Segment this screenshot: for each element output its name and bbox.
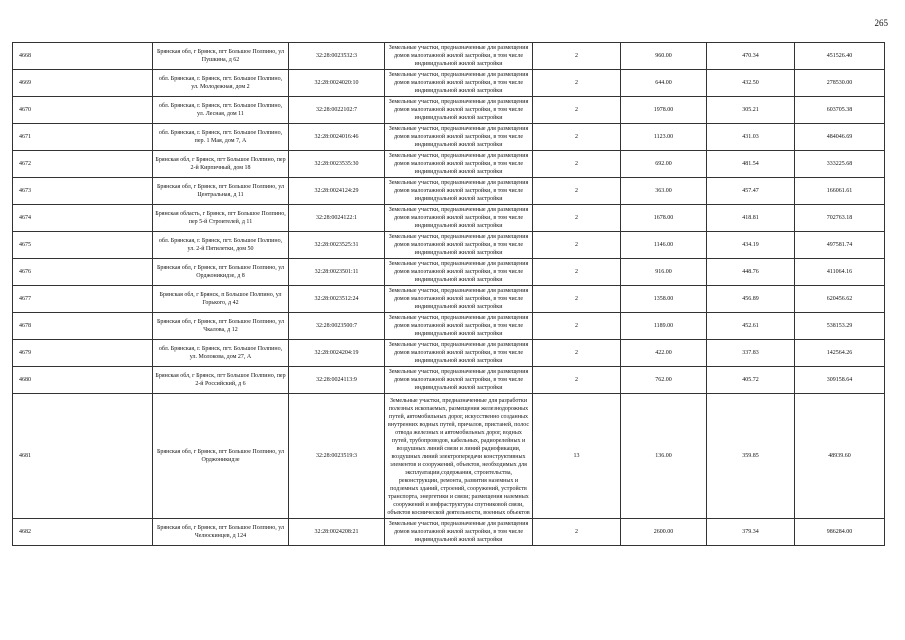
- cadastral-value-cell: 333225.68: [795, 151, 885, 178]
- land-use-cell: Земельные участки, предназначенные для размещения домов малоэтажной жилой застройки, в том числе индивидуальной жилой застройки: [385, 178, 533, 205]
- cadastral-value-cell: 48939.60: [795, 394, 885, 519]
- specific-value-cell: 456.89: [707, 286, 795, 313]
- specific-value-cell: 305.21: [707, 97, 795, 124]
- area-cell: 422.00: [621, 340, 707, 367]
- row-number: 4671: [13, 124, 153, 151]
- row-number: 4681: [13, 394, 153, 519]
- group-number-cell: 2: [533, 313, 621, 340]
- cadastral-number-cell: 32:28:0024020:10: [289, 70, 385, 97]
- land-use-cell: Земельные участки, предназначенные для размещения домов малоэтажной жилой застройки, в том числе индивидуальной жилой застройки: [385, 97, 533, 124]
- address-cell: Брянская обл, г Брянск, пгт Большое Полпино, ул Челюскинцев, д 124: [153, 519, 289, 546]
- row-number: 4677: [13, 286, 153, 313]
- cadastral-value-cell: 620456.62: [795, 286, 885, 313]
- group-number-cell: 2: [533, 519, 621, 546]
- cadastral-number-cell: 32:28:0024016:46: [289, 124, 385, 151]
- cadastral-number-cell: 32:28:0023532:3: [289, 43, 385, 70]
- cadastral-value-cell: 702763.18: [795, 205, 885, 232]
- cadastral-number-cell: 32:28:0024204:19: [289, 340, 385, 367]
- cadastral-number-cell: 32:28:0023525:31: [289, 232, 385, 259]
- address-cell: Брянская обл, г Брянск, п Большое Полпино, ул Горького, д 42: [153, 286, 289, 313]
- table-row: [13, 313, 885, 340]
- cadastral-number-cell: 32:28:0023500:7: [289, 313, 385, 340]
- cadastral-number-cell: 32:28:0023512:24: [289, 286, 385, 313]
- area-cell: 2600.00: [621, 519, 707, 546]
- group-number-cell: 2: [533, 97, 621, 124]
- land-use-cell: Земельные участки, предназначенные для размещения домов малоэтажной жилой застройки, в том числе индивидуальной жилой застройки: [385, 367, 533, 394]
- cadastral-value-cell: 411064.16: [795, 259, 885, 286]
- group-number-cell: 2: [533, 367, 621, 394]
- row-number: 4678: [13, 313, 153, 340]
- area-cell: 1123.00: [621, 124, 707, 151]
- cadastral-number-cell: 32:28:0023519:3: [289, 394, 385, 519]
- table-row: [13, 43, 885, 70]
- table-body: [13, 43, 885, 546]
- row-number: 4668: [13, 43, 153, 70]
- address-cell: Брянская обл, г Брянск, пгт Большое Полпино, пер 2-й Российский, д 6: [153, 367, 289, 394]
- row-number: 4669: [13, 70, 153, 97]
- specific-value-cell: 431.03: [707, 124, 795, 151]
- row-number: 4680: [13, 367, 153, 394]
- cadastral-number-cell: 32:28:0024124:29: [289, 178, 385, 205]
- address-cell: обл. Брянская, г. Брянск, пгт. Большое Полпино, ул. Лесная, дом 11: [153, 97, 289, 124]
- specific-value-cell: 448.76: [707, 259, 795, 286]
- page-number: 265: [874, 18, 888, 28]
- group-number-cell: 13: [533, 394, 621, 519]
- table-row: [13, 394, 885, 519]
- cadastral-number-cell: 32:28:0024113:9: [289, 367, 385, 394]
- row-number: 4679: [13, 340, 153, 367]
- land-use-cell: Земельные участки, предназначенные для размещения домов малоэтажной жилой застройки, в том числе индивидуальной жилой застройки: [385, 340, 533, 367]
- group-number-cell: 2: [533, 124, 621, 151]
- land-use-cell: Земельные участки, предназначенные для размещения домов малоэтажной жилой застройки, в том числе индивидуальной жилой застройки: [385, 286, 533, 313]
- address-cell: Брянская обл, г Брянск, пгт Большое Полпино, ул Пушкина, д 62: [153, 43, 289, 70]
- address-cell: Брянская обл, г Брянск, пгт Большое Полпино, ул Орджоникидзе: [153, 394, 289, 519]
- land-use-cell: Земельные участки, предназначенные для размещения домов малоэтажной жилой застройки, в том числе индивидуальной жилой застройки: [385, 313, 533, 340]
- area-cell: 762.00: [621, 367, 707, 394]
- cadastral-value-cell: 309158.64: [795, 367, 885, 394]
- table-row: [13, 178, 885, 205]
- cadastral-value-cell: 278530.00: [795, 70, 885, 97]
- land-use-cell: Земельные участки, предназначенные для размещения домов малоэтажной жилой застройки, в том числе индивидуальной жилой застройки: [385, 151, 533, 178]
- row-number: 4682: [13, 519, 153, 546]
- specific-value-cell: 359.85: [707, 394, 795, 519]
- address-cell: обл. Брянская, г. Брянск, пгт. Большое Полпино, пер. 1 Мая, дом 7, А: [153, 124, 289, 151]
- cadastral-number-cell: 32:28:0024122:1: [289, 205, 385, 232]
- group-number-cell: 2: [533, 259, 621, 286]
- specific-value-cell: 452.61: [707, 313, 795, 340]
- address-cell: Брянская обл, г Брянск, пгт Большое Полпино, ул Центральная, д 11: [153, 178, 289, 205]
- cadastral-value-cell: 484046.69: [795, 124, 885, 151]
- address-cell: обл. Брянская, г. Брянск, пгт. Большое Полпино, ул. 2-й Пятилетки, дом 50: [153, 232, 289, 259]
- row-number: 4675: [13, 232, 153, 259]
- row-number: 4672: [13, 151, 153, 178]
- area-cell: 916.00: [621, 259, 707, 286]
- area-cell: 1358.00: [621, 286, 707, 313]
- specific-value-cell: 470.34: [707, 43, 795, 70]
- address-cell: обл. Брянская, г. Брянск, пгт. Большое Полпино, ул. Молодежная, дом 2: [153, 70, 289, 97]
- cadastral-number-cell: 32:28:0023535:30: [289, 151, 385, 178]
- cadastral-number-cell: 32:28:0023501:11: [289, 259, 385, 286]
- area-cell: 1978.00: [621, 97, 707, 124]
- row-number: 4674: [13, 205, 153, 232]
- area-cell: 363.00: [621, 178, 707, 205]
- cadastral-number-cell: 32:28:0022102:7: [289, 97, 385, 124]
- area-cell: 1189.00: [621, 313, 707, 340]
- table-row: [13, 286, 885, 313]
- land-use-cell: Земельные участки, предназначенные для размещения домов малоэтажной жилой застройки, в том числе индивидуальной жилой застройки: [385, 70, 533, 97]
- cadastral-value-cell: 142564.26: [795, 340, 885, 367]
- table-row: [13, 519, 885, 546]
- cadastral-value-table: [12, 42, 885, 546]
- land-use-cell: Земельные участки, предназначенные для размещения домов малоэтажной жилой застройки, в том числе индивидуальной жилой застройки: [385, 205, 533, 232]
- area-cell: 644.00: [621, 70, 707, 97]
- address-cell: Брянская обл, г Брянск, пгт Большое Полпино, ул Чкалова, д 12: [153, 313, 289, 340]
- group-number-cell: 2: [533, 43, 621, 70]
- specific-value-cell: 379.34: [707, 519, 795, 546]
- group-number-cell: 2: [533, 232, 621, 259]
- group-number-cell: 2: [533, 151, 621, 178]
- specific-value-cell: 337.83: [707, 340, 795, 367]
- specific-value-cell: 405.72: [707, 367, 795, 394]
- cadastral-value-cell: 451526.40: [795, 43, 885, 70]
- land-use-cell: Земельные участки, предназначенные для разработки полезных ископаемых, размещения железнодорожных путей, автомобильных дорог, искусственно созданных внутренних водных путей, причалов, пристаней, полос отвода железных и автомобильных дорог, водных путей, трубопроводов, кабельных, радиорелейных и воздушных линий связи и линий радиофикации, воздушных линий электропередачи конструктивных элементов и сооружений, объектов, необходимых для эксплуатации,содержания, строительства, реконструкции, ремонта, развития наземных и подземных зданий, строений, сооружений, устройств транспорта, энергетики и связи; размещения наземных сооружений и инфраструктуры спутниковой связи, объектов космической деятельности, военных объектов: [385, 394, 533, 519]
- specific-value-cell: 457.47: [707, 178, 795, 205]
- address-cell: Брянская обл, г Брянск, пгт Большое Полпино, пер 2-й Кирпичный, дом 18: [153, 151, 289, 178]
- cadastral-value-cell: 538153.29: [795, 313, 885, 340]
- area-cell: 136.00: [621, 394, 707, 519]
- group-number-cell: 2: [533, 205, 621, 232]
- cadastral-number-cell: 32:28:0024208:21: [289, 519, 385, 546]
- group-number-cell: 2: [533, 70, 621, 97]
- address-cell: Брянская обл, г Брянск, пгт Большое Полпино, ул Орджоникидзе, д 8: [153, 259, 289, 286]
- area-cell: 1146.00: [621, 232, 707, 259]
- address-cell: обл. Брянская, г. Брянск, пгт. Большое Полпино, ул. Молокова, дом 27, А: [153, 340, 289, 367]
- table-row: [13, 340, 885, 367]
- cadastral-value-cell: 986284.00: [795, 519, 885, 546]
- land-use-cell: Земельные участки, предназначенные для размещения домов малоэтажной жилой застройки, в том числе индивидуальной жилой застройки: [385, 232, 533, 259]
- table-row: [13, 205, 885, 232]
- table-row: [13, 151, 885, 178]
- table-row: [13, 367, 885, 394]
- table-row: [13, 124, 885, 151]
- group-number-cell: 2: [533, 340, 621, 367]
- group-number-cell: 2: [533, 286, 621, 313]
- table-row: [13, 70, 885, 97]
- row-number: 4676: [13, 259, 153, 286]
- land-use-cell: Земельные участки, предназначенные для размещения домов малоэтажной жилой застройки, в том числе индивидуальной жилой застройки: [385, 124, 533, 151]
- cadastral-value-cell: 603705.38: [795, 97, 885, 124]
- table-row: [13, 259, 885, 286]
- area-cell: 1678.00: [621, 205, 707, 232]
- specific-value-cell: 432.50: [707, 70, 795, 97]
- cadastral-value-cell: 497581.74: [795, 232, 885, 259]
- area-cell: 692.00: [621, 151, 707, 178]
- specific-value-cell: 434.19: [707, 232, 795, 259]
- land-use-cell: Земельные участки, предназначенные для размещения домов малоэтажной жилой застройки, в том числе индивидуальной жилой застройки: [385, 259, 533, 286]
- land-use-cell: Земельные участки, предназначенные для размещения домов малоэтажной жилой застройки, в том числе индивидуальной жилой застройки: [385, 43, 533, 70]
- table-row: [13, 97, 885, 124]
- group-number-cell: 2: [533, 178, 621, 205]
- address-cell: Брянская область, г Брянск, пгт Большое Полпино, пер 5-й Строителей, д 11: [153, 205, 289, 232]
- land-use-cell: Земельные участки, предназначенные для размещения домов малоэтажной жилой застройки, в том числе индивидуальной жилой застройки: [385, 519, 533, 546]
- cadastral-value-cell: 166061.61: [795, 178, 885, 205]
- specific-value-cell: 481.54: [707, 151, 795, 178]
- row-number: 4673: [13, 178, 153, 205]
- area-cell: 960.00: [621, 43, 707, 70]
- specific-value-cell: 418.81: [707, 205, 795, 232]
- table-row: [13, 232, 885, 259]
- row-number: 4670: [13, 97, 153, 124]
